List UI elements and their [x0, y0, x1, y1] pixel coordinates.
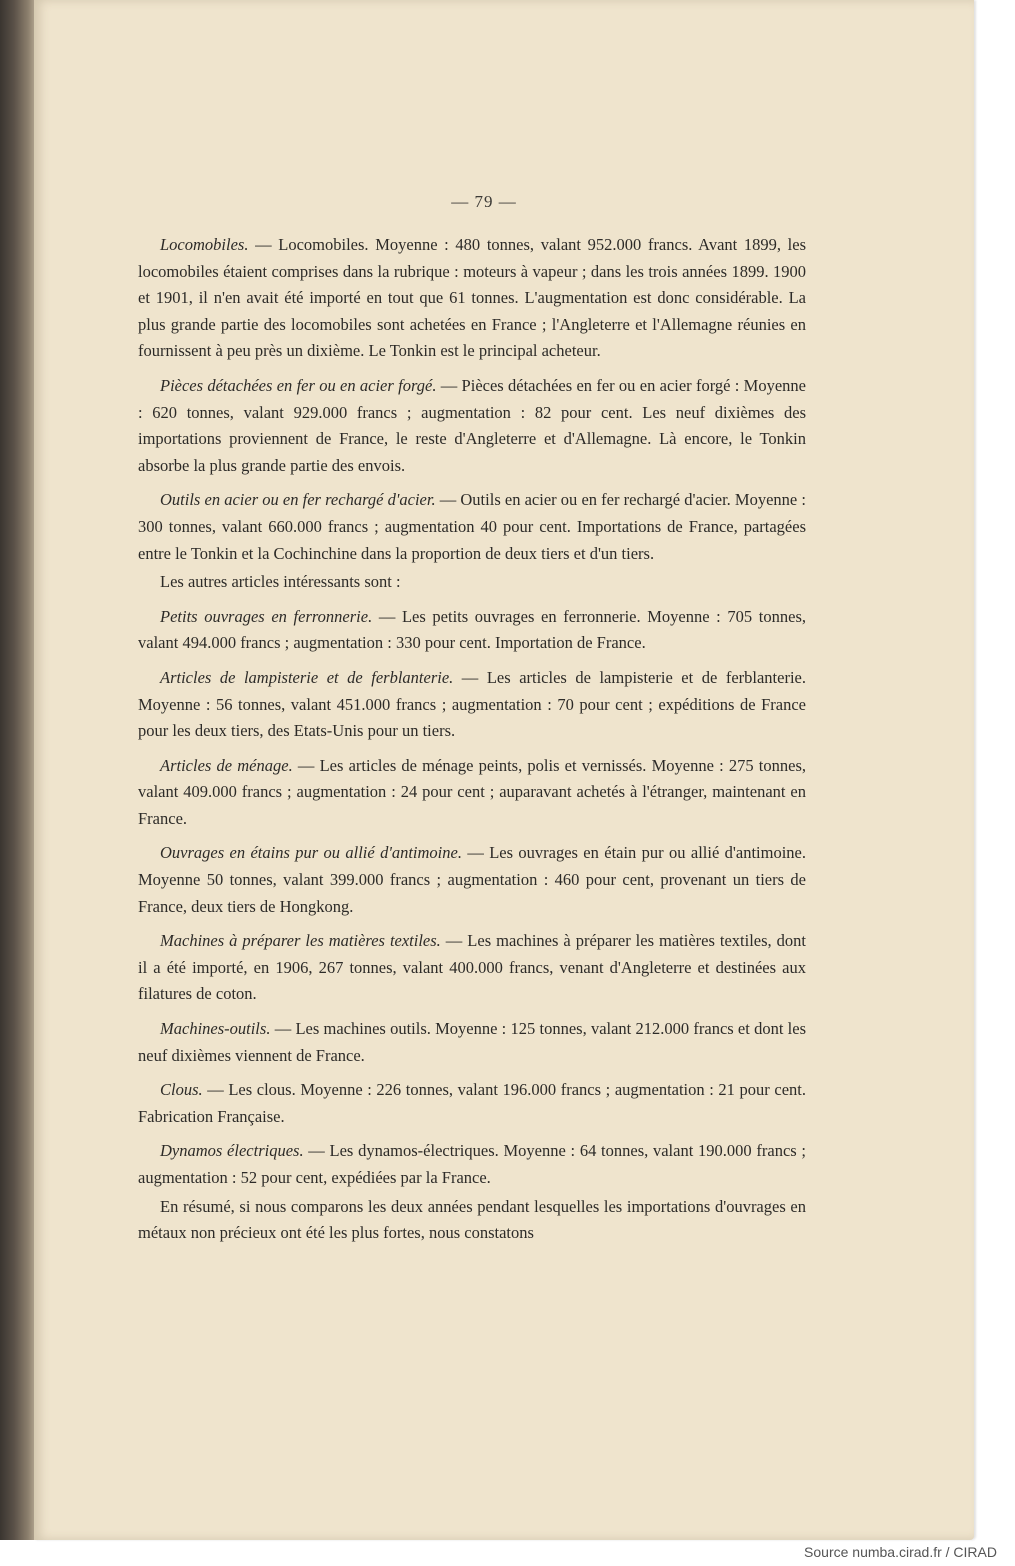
paragraph-text: — Pièces détachées en fer ou en acier forgé : Moyenne : 620 tonnes, valant 929.000 francs ; augmentation : 82 pour cent. Les neuf dixièmes des importations proviennent de France, le reste d'Angleterre et d'Allemagne. Là encore, le Tonkin absorbe la plus grande partie des envois.	[138, 375, 806, 475]
paragraph-heading: Machines à préparer les matières textiles.	[160, 931, 441, 951]
paragraph-heading: Clous.	[160, 1080, 203, 1100]
paragraph-heading: Articles de ménage.	[160, 755, 293, 775]
page-number: — 79 —	[451, 192, 517, 211]
paragraph-pieces-detachees	[138, 373, 806, 479]
paragraph-heading: Petits ouvrages en ferronnerie.	[160, 606, 373, 626]
paragraph-text: — Les clous. Moyenne : 226 tonnes, valant 196.000 francs ; augmentation : 21 pour cent. Fabrication Française.	[138, 1080, 806, 1126]
book-page	[34, 0, 974, 1540]
paragraph-clous	[138, 1077, 806, 1130]
paragraph-heading: Locomobiles.	[160, 235, 249, 254]
paragraph-heading: Machines-outils.	[160, 1019, 271, 1039]
paragraph-text: — Les machines à préparer les matières textiles, dont il a été importé, en 1906, 267 tonnes, valant 400.000 francs, venant d'Angleterre et destinées aux filatures de coton.	[138, 931, 806, 1004]
paragraph-resume	[138, 1194, 806, 1247]
paragraph-text: — Les ouvrages en étain pur ou allié d'antimoine. Moyenne 50 tonnes, valant 399.000 francs ; augmentation : 460 pour cent, provenant un tiers de France, deux tiers de Hongkong.	[138, 843, 806, 916]
paragraph-autres-articles	[138, 569, 806, 596]
paragraph-outils	[138, 487, 806, 567]
paragraph-heading: Outils en acier ou en fer rechargé d'acier.	[160, 490, 436, 510]
page-body	[138, 232, 806, 1255]
paragraph-heading: Pièces détachées en fer ou en acier forgé.	[160, 375, 437, 395]
paragraph-heading: Articles de lampisterie et de ferblanterie.	[160, 667, 454, 687]
paragraph-etains	[138, 840, 806, 920]
paragraph-text: — Les articles de ménage peints, polis et vernissés. Moyenne : 275 tonnes, valant 409.000 francs ; augmentation : 24 pour cent ; auparavant achetés à l'étranger, maintenant en France.	[138, 755, 806, 828]
paragraph-text: — Les articles de lampisterie et de ferblanterie. Moyenne : 56 tonnes, valant 451.000 francs ; augmentation : 70 pour cent ; expéditions de France pour les deux tiers, des Etats-Unis pour un tiers.	[138, 667, 806, 741]
paragraph-text: — Outils en acier ou en fer rechargé d'acier. Moyenne : 300 tonnes, valant 660.000 francs ; augmentation 40 pour cent. Importations de France, partagées entre le Tonkin et la Cochinchine dans la proportion de deux tiers et d'un tiers.	[138, 490, 806, 563]
paragraph-heading: Ouvrages en étains pur ou allié d'antimoine.	[160, 843, 462, 863]
paragraph-text: — Locomobiles. Moyenne : 480 tonnes, valant 952.000 francs. Avant 1899, les locomobiles étaient comprises dans la rubrique : moteurs à vapeur ; dans les trois années 1899. 1900 et 1901, il n'en avait été importé en tout que 61 tonnes. L'augmentation est donc considérable. La plus grande partie des locomobiles sont achetées en France ; l'Angleterre et l'Allemagne réunies en fournissent à peu près un dixième. Le Tonkin est le principal acheteur.	[138, 235, 806, 361]
paragraph-text: — Les machines outils. Moyenne : 125 tonnes, valant 212.000 francs et dont les neuf dixièmes viennent de France.	[138, 1019, 806, 1065]
paragraph-machines-outils	[138, 1016, 806, 1069]
paragraph-machines-textiles	[138, 928, 806, 1008]
paragraph-menage	[138, 753, 806, 833]
paragraph-locomobiles	[138, 232, 806, 365]
paragraph-text: En résumé, si nous comparons les deux années pendant lesquelles les importations d'ouvrages en métaux non précieux ont été les plus fortes, nous constatons	[138, 1196, 806, 1243]
paragraph-text: Les autres articles intéressants sont :	[160, 572, 401, 592]
paragraph-heading: Dynamos électriques.	[160, 1141, 304, 1161]
paragraph-lampisterie	[138, 665, 806, 745]
paragraph-ferronnerie	[138, 604, 806, 657]
paragraph-dynamos	[138, 1138, 806, 1191]
source-credit: Source numba.cirad.fr / CIRAD	[804, 1544, 997, 1560]
paragraph-text: — Les dynamos-électriques. Moyenne : 64 tonnes, valant 190.000 francs ; augmentation : 52 pour cent, expédiées par la France.	[138, 1141, 806, 1187]
paragraph-text: — Les petits ouvrages en ferronnerie. Moyenne : 705 tonnes, valant 494.000 francs ; augmentation : 330 pour cent. Importation de France.	[138, 606, 806, 653]
